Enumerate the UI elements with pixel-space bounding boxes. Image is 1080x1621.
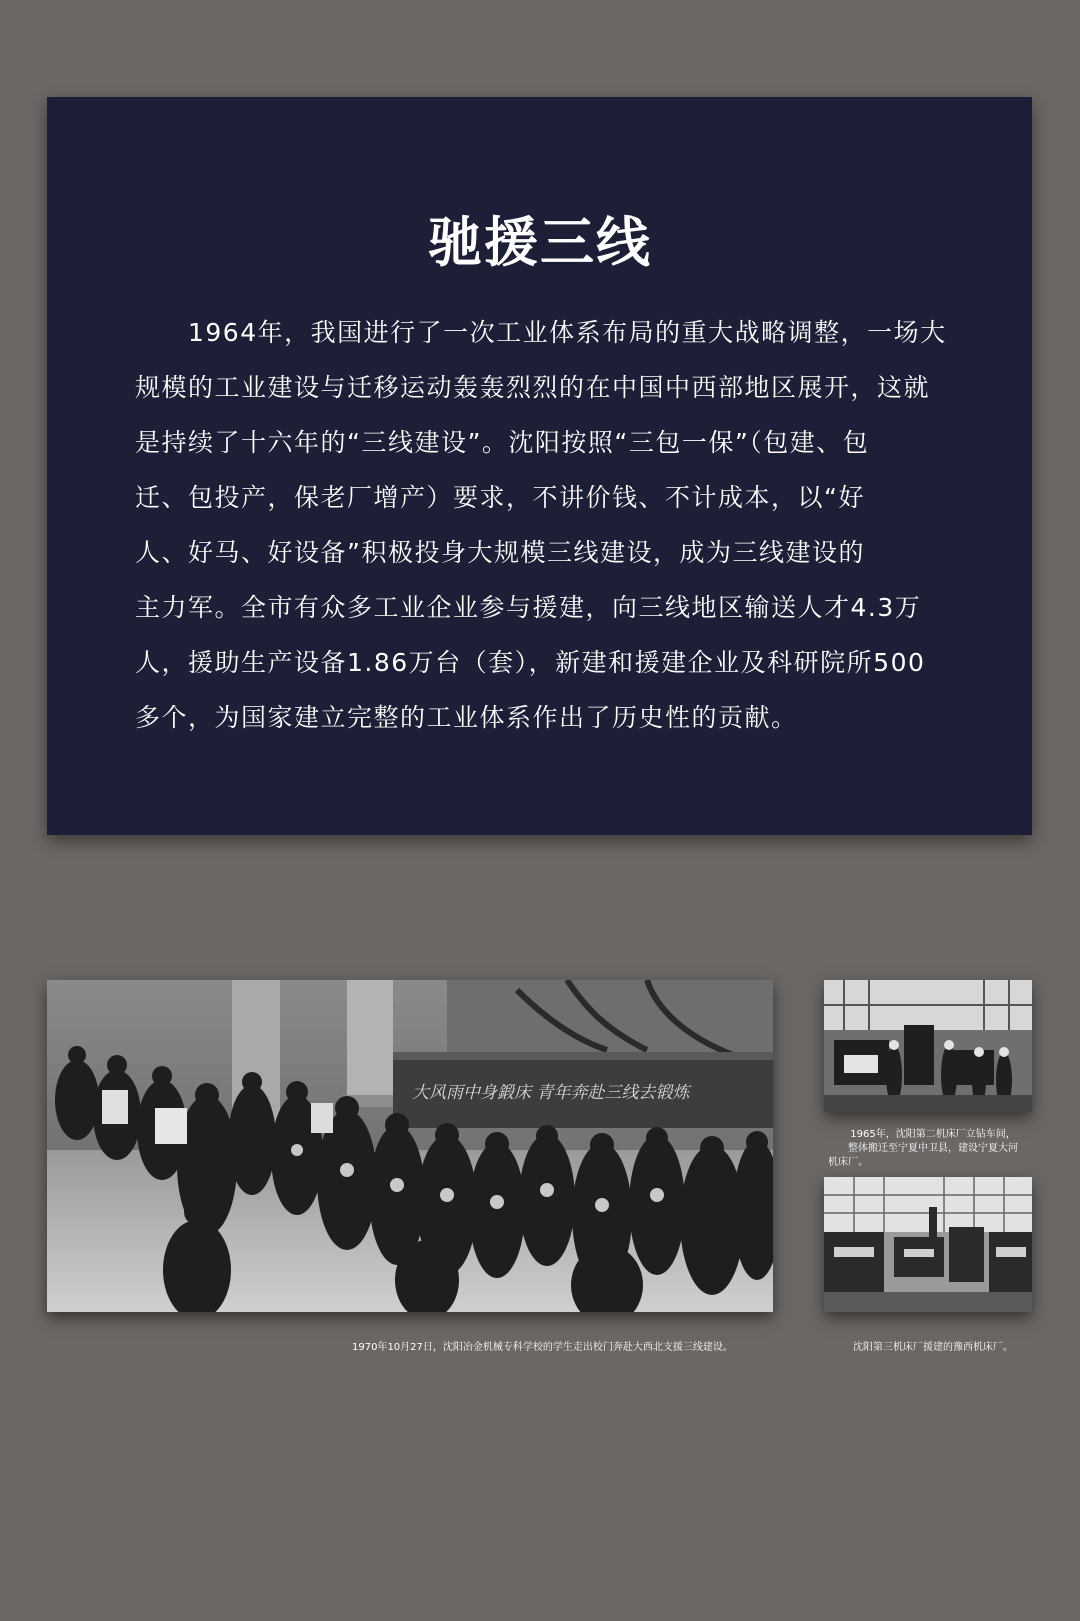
intro-paragraph xyxy=(135,305,945,745)
drilling-workshop-photo-image xyxy=(824,980,1032,1112)
paragraph-line: 人、好马、好设备”积极投身大规模三线建设，成为三线建设的 xyxy=(135,538,865,567)
caption-line: 1965年，沈阳第二机床厂立钻车间， xyxy=(850,1129,1016,1140)
caption-line: 整体搬迁至宁夏中卫县，建设宁夏大河 xyxy=(848,1143,1018,1154)
drilling-workshop-caption xyxy=(828,1128,1038,1170)
paragraph-line: 迁、包投产，保老厂增产）要求，不讲价钱、不计成本，以“好 xyxy=(135,483,865,512)
paragraph-line: 1964年，我国进行了一次工业体系布局的重大战略调整，一场大 xyxy=(188,318,947,347)
caption-line: 机床厂。 xyxy=(828,1157,868,1168)
paragraph-line: 多个，为国家建立完整的工业体系作出了历史性的贡献。 xyxy=(135,703,798,732)
paragraph-line: 是持续了十六年的“三线建设”。沈阳按照“三包一保”（包建、包 xyxy=(135,428,870,457)
paragraph-line: 主力军。全市有众多工业企业参与援建，向三线地区输送人才4.3万 xyxy=(135,593,922,622)
machine-tool-factory-photo xyxy=(824,1177,1032,1312)
paragraph-line: 人，援助生产设备1.86万台（套），新建和援建企业及科研院所500 xyxy=(135,648,926,677)
drilling-workshop-photo xyxy=(824,980,1032,1112)
page-title: 驰援三线 xyxy=(428,211,652,274)
machine-tool-factory-caption: 沈阳第三机床厂援建的豫西机床厂。 xyxy=(853,1342,1013,1353)
students-departure-caption: 1970年10月27日，沈阳冶金机械专科学校的学生走出校门奔赴大西北支援三线建设。 xyxy=(352,1342,733,1353)
students-departure-photo xyxy=(47,980,773,1312)
wall-slogan-text: 大风雨中身鍛床 青年奔赴三线去锻炼 xyxy=(412,1083,690,1103)
machine-tool-factory-photo-image xyxy=(824,1177,1032,1312)
paragraph-line: 规模的工业建设与迁移运动轰轰烈烈的在中国中西部地区展开，这就 xyxy=(135,373,931,402)
students-departure-photo-image xyxy=(47,980,773,1312)
